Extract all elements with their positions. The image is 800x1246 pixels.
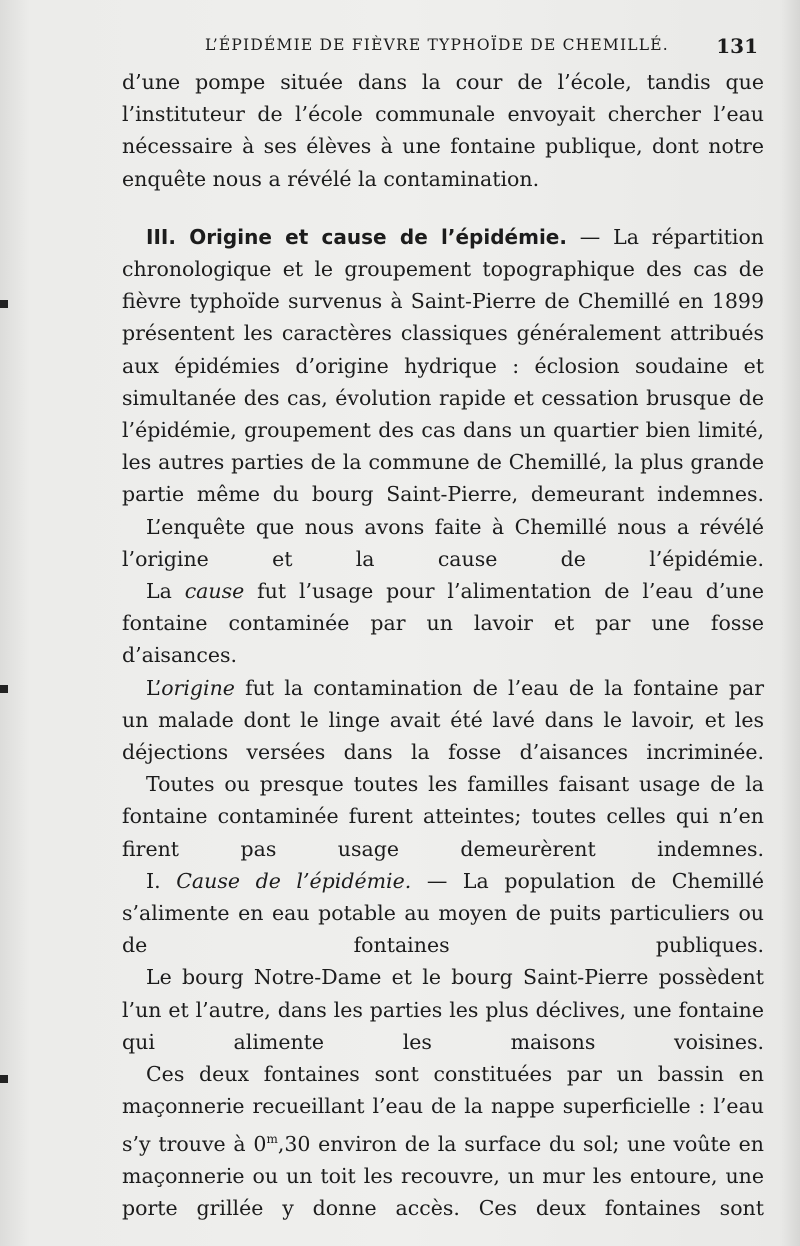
scan-edge-mark (0, 1075, 8, 1083)
page-number: 131 (716, 34, 758, 58)
scan-edge-mark (0, 300, 8, 308)
paragraph: L’origine fut la contamination de l’eau de la fontaine par un malade dont le linge avait été lavé dans le lavoir, et les déjections versées dans la fosse d’aisances incriminée. (122, 675, 764, 765)
scan-edge-mark (0, 685, 8, 693)
paragraph: Toutes ou presque toutes les familles faisant usage de la fontaine contaminée furent atteintes; toutes celles qui n’en firent pas usage demeurèrent indemnes. (122, 772, 764, 861)
paragraph: Le bourg Notre-Dame et le bourg Saint-Pierre possèdent l’un et l’autre, dans les parties les plus déclives, une fontaine qui alimente les maisons voisines. (122, 965, 764, 1054)
page-body (122, 66, 764, 1224)
paragraph-continuation: d’une pompe située dans la cour de l’école, tandis que l’instituteur de l’école communale envoyait chercher l’eau nécessaire à ses élèves à une fontaine publique, dont notre enquête nous a révélé la contamination. (122, 70, 764, 191)
section-paragraph: III. Origine et cause de l’épidémie. — La répartition chronologique et le groupement topographique des cas de fièvre typhoïde survenus à Saint-Pierre de Chemillé en 1899 présentent les caractères classiques généralement attribués aux épidémies d’origine hydrique : éclosion soudaine et simultanée des cas, évolution rapide et cessation brusque de l’épidémie, groupement des cas dans un quartier bien limité, les autres parties de la commune de Chemillé, la plus grande partie même du bourg Saint-Pierre, demeurant indemnes. (122, 224, 764, 507)
page-header (205, 34, 770, 58)
paragraph: I. Cause de l’épidémie. — La population de Chemillé s’alimente en eau potable au moyen de puits particuliers ou de fontaines publiques. (122, 868, 764, 958)
paragraph: La cause fut l’usage pour l’alimentation de l’eau d’une fontaine contaminée par un lavoir et par une fosse d’aisances. (122, 579, 764, 668)
running-title: L’ÉPIDÉMIE DE FIÈVRE TYPHOÏDE DE CHEMILLÉ. (205, 36, 669, 54)
paragraph: L’enquête que nous avons faite à Chemillé nous a révélé l’origine et la cause de l’épidémie. (122, 514, 764, 571)
paragraph: Ces deux fontaines sont constituées par un bassin en maçonnerie recueillant l’eau de la nappe superficielle : l’eau s’y trouve à 0$^m$,30 environ de la surface du sol; une voûte en maçonnerie ou un toit les recouvre, un mur les entoure, une porte grillée y donne accès. Ces deux fontaines sont (122, 1062, 764, 1220)
section-heading: III. Origine et cause de l’épidémie. (146, 224, 567, 249)
